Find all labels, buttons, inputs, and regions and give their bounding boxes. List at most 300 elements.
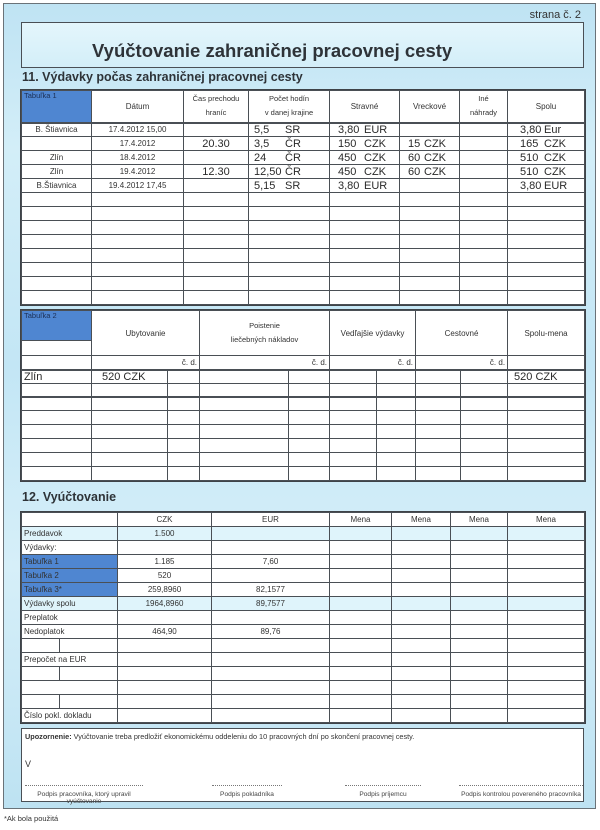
currency-cell[interactable] xyxy=(330,639,392,653)
title-box xyxy=(21,22,584,68)
empty-cell[interactable] xyxy=(249,277,330,291)
empty-cell[interactable] xyxy=(289,411,330,425)
currency-cell[interactable] xyxy=(451,597,508,611)
amount-cell[interactable] xyxy=(200,370,289,384)
split-cell-right[interactable] xyxy=(60,695,118,709)
currency-cell[interactable] xyxy=(392,709,451,723)
empty-cell[interactable] xyxy=(249,263,330,277)
empty-cell[interactable] xyxy=(289,425,330,439)
currency-cell[interactable] xyxy=(508,709,585,723)
header-border-time-line1: Čas prechodu xyxy=(192,94,240,104)
docno-insurance: č. d. xyxy=(200,356,330,370)
place-field[interactable]: V xyxy=(25,759,32,769)
signature-controller[interactable] xyxy=(459,785,583,798)
currency-cell[interactable] xyxy=(451,583,508,597)
hours-cell[interactable] xyxy=(249,137,330,151)
empty-cell[interactable] xyxy=(508,397,585,411)
place-cell[interactable]: Zlín xyxy=(22,151,92,165)
empty-cell[interactable] xyxy=(508,467,585,481)
currency-cell[interactable] xyxy=(392,667,451,681)
empty-cell[interactable] xyxy=(92,467,168,481)
empty-cell[interactable] xyxy=(330,384,377,397)
currency-cell[interactable] xyxy=(330,625,392,639)
empty-cell[interactable] xyxy=(508,411,585,425)
czk-cell[interactable]: 520 xyxy=(118,569,212,583)
empty-cell[interactable] xyxy=(92,411,168,425)
table-1-empty-row xyxy=(22,221,585,235)
empty-cell[interactable] xyxy=(249,235,330,249)
empty-cell[interactable] xyxy=(461,439,508,453)
accommodation-cell[interactable]: 520 CZK xyxy=(92,370,168,384)
settlement-row xyxy=(22,667,585,681)
docno-blank xyxy=(22,356,92,370)
settlement-col-currency: Mena xyxy=(508,513,585,527)
meals-cell[interactable] xyxy=(330,137,400,151)
empty-cell[interactable] xyxy=(184,221,249,235)
currency-cell[interactable] xyxy=(392,695,451,709)
currency-cell[interactable] xyxy=(451,667,508,681)
empty-cell[interactable] xyxy=(461,397,508,411)
empty-cell[interactable] xyxy=(508,384,585,397)
place-cell[interactable]: Zlín xyxy=(22,370,92,384)
empty-cell[interactable] xyxy=(460,221,508,235)
total-cell[interactable] xyxy=(508,151,585,165)
docno-total-blank xyxy=(508,356,585,370)
other-cell[interactable] xyxy=(460,137,508,151)
eur-cell[interactable] xyxy=(212,611,330,625)
empty-cell[interactable] xyxy=(168,397,200,411)
currency-cell[interactable] xyxy=(392,639,451,653)
empty-cell[interactable] xyxy=(92,397,168,411)
currency-cell[interactable] xyxy=(451,695,508,709)
empty-cell[interactable] xyxy=(508,277,585,291)
currency-cell[interactable] xyxy=(451,611,508,625)
empty-cell[interactable] xyxy=(22,207,92,221)
empty-cell[interactable] xyxy=(92,193,184,207)
empty-cell[interactable] xyxy=(460,207,508,221)
empty-cell[interactable] xyxy=(22,249,92,263)
currency-cell[interactable] xyxy=(392,597,451,611)
table-2-empty-row xyxy=(22,411,585,425)
empty-cell[interactable] xyxy=(92,384,168,397)
eur-cell[interactable] xyxy=(212,653,330,667)
place-cell[interactable] xyxy=(22,137,92,151)
empty-cell[interactable] xyxy=(249,221,330,235)
empty-cell[interactable] xyxy=(416,467,461,481)
empty-cell[interactable] xyxy=(184,193,249,207)
currency-cell[interactable] xyxy=(508,667,585,681)
empty-cell[interactable] xyxy=(330,221,400,235)
empty-cell[interactable] xyxy=(508,235,585,249)
currency-cell[interactable] xyxy=(451,541,508,555)
empty-cell[interactable] xyxy=(330,193,400,207)
empty-cell[interactable] xyxy=(184,291,249,305)
eur-cell[interactable] xyxy=(212,709,330,723)
empty-cell[interactable] xyxy=(330,411,377,425)
czk-cell[interactable] xyxy=(118,681,212,695)
empty-cell[interactable] xyxy=(330,291,400,305)
split-cell-left[interactable] xyxy=(22,639,60,653)
table-1-empty-row xyxy=(22,263,585,277)
empty-cell[interactable] xyxy=(184,249,249,263)
eur-cell[interactable]: 82,1577 xyxy=(212,583,330,597)
eur-cell[interactable] xyxy=(212,695,330,709)
empty-cell[interactable] xyxy=(508,291,585,305)
eur-cell[interactable] xyxy=(212,541,330,555)
empty-cell[interactable] xyxy=(508,193,585,207)
empty-cell[interactable] xyxy=(289,453,330,467)
place-cell[interactable]: B.Štiavnica xyxy=(22,179,92,193)
czk-cell[interactable] xyxy=(118,709,212,723)
empty-cell[interactable] xyxy=(22,467,92,481)
empty-cell[interactable] xyxy=(400,235,460,249)
pocket-cell[interactable] xyxy=(400,151,460,165)
date-cell[interactable]: 17.4.2012 xyxy=(92,137,184,151)
empty-cell[interactable] xyxy=(377,411,416,425)
currency-cell[interactable] xyxy=(451,653,508,667)
hours-cell[interactable] xyxy=(249,179,330,193)
currency-cell[interactable] xyxy=(508,597,585,611)
empty-cell[interactable] xyxy=(289,467,330,481)
empty-cell[interactable] xyxy=(461,453,508,467)
currency-cell[interactable] xyxy=(451,639,508,653)
eur-cell[interactable] xyxy=(212,667,330,681)
empty-cell[interactable] xyxy=(460,263,508,277)
empty-cell[interactable] xyxy=(289,439,330,453)
empty-cell[interactable] xyxy=(416,439,461,453)
empty-cell[interactable] xyxy=(377,425,416,439)
pocket-cell[interactable] xyxy=(400,165,460,179)
total-currency: CZK xyxy=(544,137,566,150)
empty-cell[interactable] xyxy=(184,277,249,291)
empty-cell[interactable] xyxy=(377,384,416,397)
docno-cell[interactable] xyxy=(377,370,416,384)
empty-cell[interactable] xyxy=(377,453,416,467)
empty-cell[interactable] xyxy=(22,411,92,425)
docno-cell[interactable] xyxy=(168,370,200,384)
empty-cell[interactable] xyxy=(249,249,330,263)
currency-cell[interactable] xyxy=(330,611,392,625)
empty-cell[interactable] xyxy=(168,439,200,453)
meals-cell[interactable] xyxy=(330,123,400,137)
currency-cell[interactable] xyxy=(508,625,585,639)
total-cell[interactable] xyxy=(508,165,585,179)
currency-cell[interactable] xyxy=(392,555,451,569)
empty-cell[interactable] xyxy=(377,467,416,481)
currency-cell[interactable] xyxy=(508,639,585,653)
empty-cell[interactable] xyxy=(508,425,585,439)
empty-cell[interactable] xyxy=(168,411,200,425)
currency-cell[interactable] xyxy=(508,527,585,541)
empty-cell[interactable] xyxy=(22,439,92,453)
empty-cell[interactable] xyxy=(400,207,460,221)
currency-cell[interactable] xyxy=(392,653,451,667)
empty-cell[interactable] xyxy=(416,384,461,397)
place-cell[interactable]: B. Štiavnica xyxy=(22,123,92,137)
czk-cell[interactable] xyxy=(118,667,212,681)
empty-cell[interactable] xyxy=(461,384,508,397)
total-cell[interactable] xyxy=(508,179,585,193)
eur-cell[interactable]: 89,7577 xyxy=(212,597,330,611)
empty-cell[interactable] xyxy=(377,397,416,411)
currency-cell[interactable] xyxy=(451,625,508,639)
empty-cell[interactable] xyxy=(200,439,289,453)
empty-cell[interactable] xyxy=(22,453,92,467)
amount-cell[interactable] xyxy=(416,370,461,384)
hours-cell[interactable] xyxy=(249,165,330,179)
signature-cashier[interactable] xyxy=(212,785,282,798)
eur-cell[interactable] xyxy=(212,639,330,653)
empty-cell[interactable] xyxy=(92,425,168,439)
empty-cell[interactable] xyxy=(168,384,200,397)
empty-cell[interactable] xyxy=(461,411,508,425)
empty-cell[interactable] xyxy=(92,249,184,263)
empty-cell[interactable] xyxy=(92,439,168,453)
empty-cell[interactable] xyxy=(92,221,184,235)
currency-cell[interactable] xyxy=(508,583,585,597)
empty-cell[interactable] xyxy=(400,291,460,305)
empty-cell[interactable] xyxy=(22,263,92,277)
empty-cell[interactable] xyxy=(508,439,585,453)
meals-cell[interactable] xyxy=(330,179,400,193)
czk-cell[interactable] xyxy=(118,695,212,709)
empty-cell[interactable] xyxy=(416,453,461,467)
country-code: SR xyxy=(285,179,301,192)
empty-cell[interactable] xyxy=(330,249,400,263)
date-cell[interactable]: 19.4.2012 xyxy=(92,165,184,179)
eur-cell[interactable] xyxy=(212,681,330,695)
empty-cell[interactable] xyxy=(400,277,460,291)
currency-cell[interactable] xyxy=(392,569,451,583)
date-cell[interactable]: 17.4.2012 15,00 xyxy=(92,123,184,137)
empty-cell[interactable] xyxy=(377,439,416,453)
docno-cell[interactable] xyxy=(461,370,508,384)
empty-cell[interactable] xyxy=(330,207,400,221)
currency-cell[interactable] xyxy=(330,541,392,555)
czk-cell[interactable]: 464,90 xyxy=(118,625,212,639)
other-cell[interactable] xyxy=(460,165,508,179)
total-cell[interactable] xyxy=(508,123,585,137)
empty-cell[interactable] xyxy=(92,235,184,249)
empty-cell[interactable] xyxy=(508,263,585,277)
pocket-cell[interactable] xyxy=(400,179,460,193)
empty-cell[interactable] xyxy=(22,384,92,397)
currency-cell[interactable] xyxy=(508,569,585,583)
empty-cell[interactable] xyxy=(460,291,508,305)
border-time-cell[interactable]: 20.30 xyxy=(184,137,249,151)
table-2-empty-row xyxy=(22,467,585,481)
currency-cell[interactable] xyxy=(330,569,392,583)
empty-cell[interactable] xyxy=(22,235,92,249)
currency-cell[interactable] xyxy=(330,597,392,611)
eur-cell[interactable] xyxy=(212,569,330,583)
empty-cell[interactable] xyxy=(184,263,249,277)
empty-cell[interactable] xyxy=(22,193,92,207)
currency-cell[interactable] xyxy=(508,695,585,709)
border-time-cell[interactable] xyxy=(184,151,249,165)
empty-cell[interactable] xyxy=(460,235,508,249)
currency-cell[interactable] xyxy=(330,695,392,709)
empty-cell[interactable] xyxy=(200,425,289,439)
split-cell-right[interactable] xyxy=(60,639,118,653)
empty-cell[interactable] xyxy=(200,467,289,481)
total-currency-cell[interactable]: 520 CZK xyxy=(508,370,585,384)
empty-cell[interactable] xyxy=(168,453,200,467)
empty-cell[interactable] xyxy=(508,221,585,235)
czk-cell[interactable] xyxy=(118,541,212,555)
currency-cell[interactable] xyxy=(508,653,585,667)
border-time-cell[interactable] xyxy=(184,179,249,193)
empty-cell[interactable] xyxy=(460,193,508,207)
currency-cell[interactable] xyxy=(330,681,392,695)
currency-cell[interactable] xyxy=(392,583,451,597)
empty-cell[interactable] xyxy=(400,193,460,207)
empty-cell[interactable] xyxy=(508,207,585,221)
czk-cell[interactable]: 1.185 xyxy=(118,555,212,569)
empty-cell[interactable] xyxy=(461,467,508,481)
empty-cell[interactable] xyxy=(400,263,460,277)
currency-cell[interactable] xyxy=(451,555,508,569)
empty-cell[interactable] xyxy=(460,249,508,263)
empty-cell[interactable] xyxy=(508,453,585,467)
currency-cell[interactable] xyxy=(392,681,451,695)
currency-cell[interactable] xyxy=(508,541,585,555)
eur-cell[interactable]: 7,60 xyxy=(212,555,330,569)
empty-cell[interactable] xyxy=(330,467,377,481)
czk-cell[interactable]: 259,8960 xyxy=(118,583,212,597)
other-cell[interactable] xyxy=(460,179,508,193)
empty-cell[interactable] xyxy=(400,249,460,263)
empty-cell[interactable] xyxy=(416,397,461,411)
empty-cell[interactable] xyxy=(289,397,330,411)
settlement-header-blank xyxy=(22,513,118,527)
currency-cell[interactable] xyxy=(330,667,392,681)
amount-cell[interactable] xyxy=(330,370,377,384)
empty-cell[interactable] xyxy=(168,467,200,481)
settlement-row xyxy=(22,541,585,555)
empty-cell[interactable] xyxy=(22,397,92,411)
eur-cell[interactable]: 89,76 xyxy=(212,625,330,639)
border-time-cell[interactable] xyxy=(184,123,249,137)
currency-cell[interactable] xyxy=(392,611,451,625)
docno-travel: č. d. xyxy=(416,356,508,370)
currency-cell[interactable] xyxy=(330,653,392,667)
empty-cell[interactable] xyxy=(200,411,289,425)
date-cell[interactable]: 19.4.2012 17,45 xyxy=(92,179,184,193)
empty-cell[interactable] xyxy=(200,384,289,397)
empty-cell[interactable] xyxy=(330,453,377,467)
meals-cell[interactable] xyxy=(330,151,400,165)
empty-cell[interactable] xyxy=(400,221,460,235)
empty-cell[interactable] xyxy=(330,277,400,291)
empty-cell[interactable] xyxy=(92,291,184,305)
other-cell[interactable] xyxy=(460,151,508,165)
empty-cell[interactable] xyxy=(168,425,200,439)
czk-cell[interactable] xyxy=(118,653,212,667)
empty-cell[interactable] xyxy=(22,291,92,305)
docno-cell[interactable] xyxy=(289,370,330,384)
currency-cell[interactable] xyxy=(451,709,508,723)
empty-cell[interactable] xyxy=(92,453,168,467)
currency-cell[interactable] xyxy=(392,527,451,541)
settlement-row xyxy=(22,569,585,583)
empty-cell[interactable] xyxy=(416,411,461,425)
empty-cell[interactable] xyxy=(330,425,377,439)
currency-cell[interactable] xyxy=(508,555,585,569)
currency-cell[interactable] xyxy=(330,709,392,723)
empty-cell[interactable] xyxy=(184,235,249,249)
section-11-heading: 11. Výdavky počas zahraničnej pracovnej cesty xyxy=(22,70,303,84)
currency-cell[interactable] xyxy=(392,541,451,555)
empty-cell[interactable] xyxy=(249,291,330,305)
empty-cell[interactable] xyxy=(92,277,184,291)
pocket-cell[interactable] xyxy=(400,137,460,151)
place-cell[interactable]: Zlín xyxy=(22,165,92,179)
empty-cell[interactable] xyxy=(508,249,585,263)
eur-cell[interactable] xyxy=(212,527,330,541)
empty-cell[interactable] xyxy=(460,277,508,291)
border-time-cell[interactable]: 12.30 xyxy=(184,165,249,179)
empty-cell[interactable] xyxy=(416,425,461,439)
hours-cell[interactable] xyxy=(249,123,330,137)
empty-cell[interactable] xyxy=(249,193,330,207)
empty-cell[interactable] xyxy=(330,397,377,411)
empty-cell[interactable] xyxy=(330,439,377,453)
currency-cell[interactable] xyxy=(508,681,585,695)
empty-cell[interactable] xyxy=(22,277,92,291)
czk-cell[interactable]: 1.500 xyxy=(118,527,212,541)
header-pocket-money: Vreckové xyxy=(400,91,460,123)
currency-cell[interactable] xyxy=(330,555,392,569)
total-cell[interactable] xyxy=(508,137,585,151)
total-amount: 3,80 xyxy=(520,123,542,136)
split-cell-left[interactable] xyxy=(22,695,60,709)
hours-cell[interactable] xyxy=(249,151,330,165)
currency-cell[interactable] xyxy=(451,527,508,541)
currency-cell[interactable] xyxy=(330,583,392,597)
signature-recipient[interactable] xyxy=(345,785,421,798)
empty-cell[interactable] xyxy=(92,263,184,277)
currency-cell[interactable] xyxy=(451,681,508,695)
currency-cell[interactable] xyxy=(451,569,508,583)
empty-cell[interactable] xyxy=(330,263,400,277)
currency-cell[interactable] xyxy=(508,611,585,625)
czk-cell[interactable]: 1964,8960 xyxy=(118,597,212,611)
czk-cell[interactable] xyxy=(118,611,212,625)
empty-cell[interactable] xyxy=(200,453,289,467)
empty-cell[interactable] xyxy=(289,384,330,397)
currency-cell[interactable] xyxy=(330,527,392,541)
currency-cell[interactable] xyxy=(392,625,451,639)
split-cell-left[interactable] xyxy=(22,667,60,681)
empty-cell[interactable] xyxy=(249,207,330,221)
empty-cell[interactable] xyxy=(22,221,92,235)
empty-cell[interactable] xyxy=(22,425,92,439)
empty-cell[interactable] xyxy=(92,207,184,221)
empty-cell[interactable] xyxy=(200,397,289,411)
empty-cell[interactable] xyxy=(461,425,508,439)
empty-cell[interactable] xyxy=(184,207,249,221)
signature-employee[interactable] xyxy=(25,785,143,805)
meals-cell[interactable] xyxy=(330,165,400,179)
pocket-cell[interactable] xyxy=(400,123,460,137)
other-cell[interactable] xyxy=(460,123,508,137)
czk-cell[interactable] xyxy=(118,639,212,653)
split-cell-right[interactable] xyxy=(60,667,118,681)
date-cell[interactable]: 18.4.2012 xyxy=(92,151,184,165)
header-total: Spolu xyxy=(508,91,585,123)
empty-cell[interactable] xyxy=(330,235,400,249)
